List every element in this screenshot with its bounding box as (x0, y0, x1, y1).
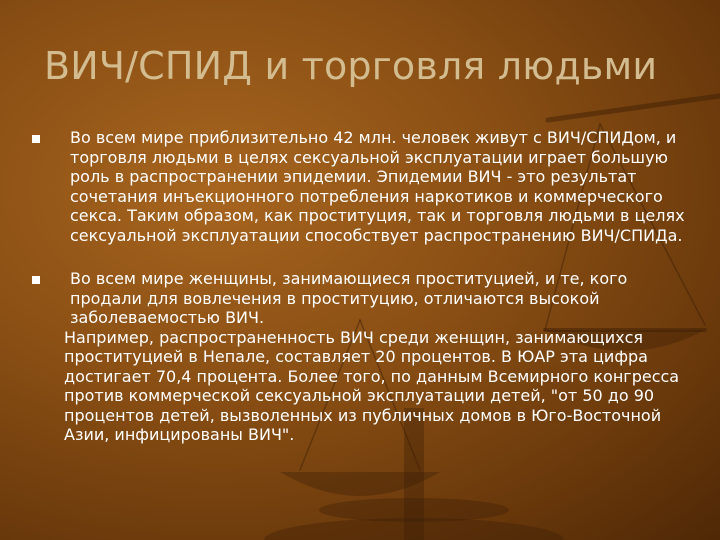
bullet-text: Во всем мире приблизительно 42 млн. человек живут с ВИЧ/СПИДом, и торговля людьми в целях сексуальной эксплуатации играет большую роль в распространении эпидемии. Эпидемии ВИЧ - это результат сочетания инъекционного потребления наркотиков и коммерческого секса. Таким образом, как проституция, так и торговля людьми в целях сексуальной эксплуатации способствует распространению ВИЧ/СПИДа. (70, 128, 685, 245)
bullet-list (30, 128, 695, 469)
bullet-item (30, 128, 695, 245)
slide-title: ВИЧ/СПИД и торговля людьми (44, 44, 658, 88)
square-bullet-icon (32, 276, 40, 284)
bullet-continuation-text: Например, распространенность ВИЧ среди женщин, занимающихся проституцией в Непале, составляет 20 процентов. В ЮАР эта цифра достигает 70,4 процента. Более того, по данным Всемирного конгресса против коммерческой сексуальной эксплуатации детей, "от 50 до 90 процентов детей, вызволенных из публичных домов в Юго-Восточной Азии, инфицированы ВИЧ". (64, 327, 680, 444)
bullet-text: Во всем мире женщины, занимающиеся проституцией, и те, кого продали для вовлечения в проституцию, отличаются высокой заболеваемостью ВИЧ. (70, 269, 628, 327)
square-bullet-icon (32, 135, 40, 143)
bullet-item (30, 269, 695, 445)
